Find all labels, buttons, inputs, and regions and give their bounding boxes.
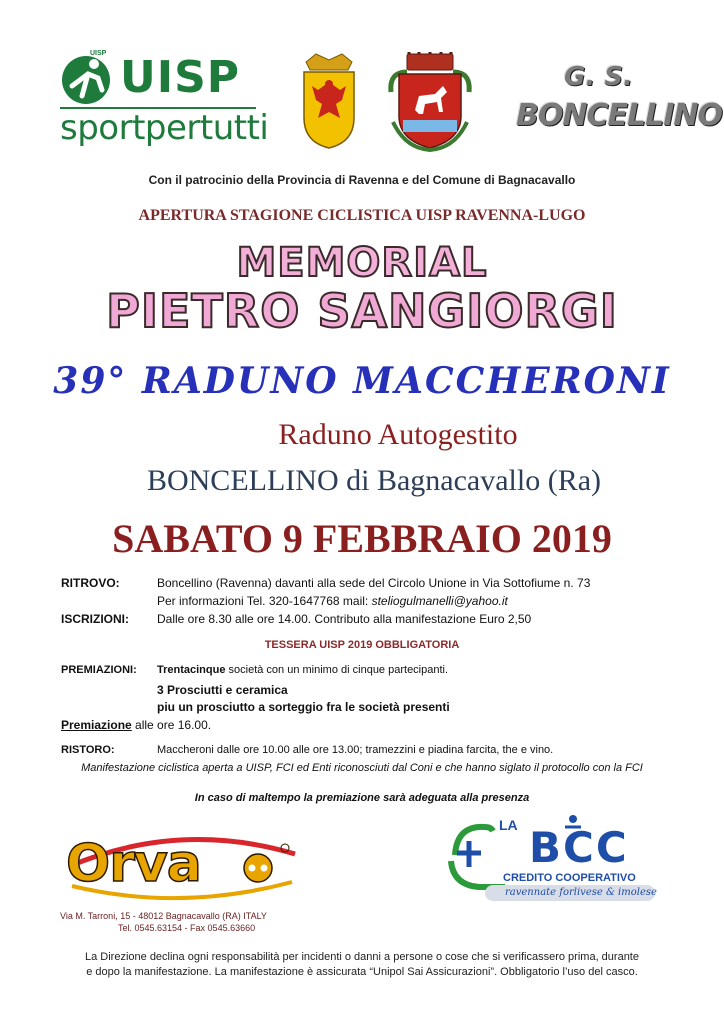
premiazione-word: Premiazione <box>61 718 132 732</box>
uisp-small-label: UISP <box>90 50 107 57</box>
premiazioni-label: PREMIAZIONI: <box>61 664 137 676</box>
bcc-logo <box>445 815 660 905</box>
uisp-runner-icon <box>58 52 118 107</box>
premiazioni-detail: società con un minimo di cinque partecipanti. <box>225 664 449 676</box>
uisp-wordmark: UISP <box>120 52 241 103</box>
province-coat-of-arms-icon <box>298 52 360 152</box>
orva-wordmark: Orva <box>66 834 201 894</box>
participation-notice: Manifestazione ciclistica aperta a UISP, FCI ed Enti riconosciuti dal Coni e che hanno siglato il protocollo con la FCI <box>81 762 643 774</box>
bcc-region-label: ravennate forlivese & imolese <box>505 887 657 898</box>
weather-notice: In caso di maltempo la premiazione sarà adeguata alla presenza <box>194 792 530 804</box>
premiazioni-text <box>157 664 448 676</box>
premiazione-time <box>61 718 211 732</box>
ritrovo-label: RITROVO: <box>61 576 120 590</box>
disclaimer-line-2: e dopo la manifestazione. La manifestazione è assicurata “Unipol Sai Assicurazioni”. Obbligatorio l’uso del casco. <box>86 966 638 978</box>
memorial-title: MEMORIAL <box>236 240 488 286</box>
bcc-wordmark: BCC <box>529 823 629 872</box>
event-location: BONCELLINO di Bagnacavallo (Ra) <box>146 464 602 497</box>
orva-logo <box>60 826 310 906</box>
raduno-title: 39° RADUNO MACCHERONI <box>53 360 671 402</box>
gs-boncellino-logo <box>512 62 722 142</box>
disclaimer <box>0 950 724 980</box>
event-date: SABATO 9 FEBBRAIO 2019 <box>112 516 612 561</box>
gs-name: BONCELLINO <box>516 98 722 133</box>
ritrovo-text: Boncellino (Ravenna) davanti alla sede del Circolo Unione in Via Sottofiume n. 73 <box>157 576 591 590</box>
iscrizioni-label: ISCRIZIONI: <box>61 612 129 626</box>
info-email-link[interactable]: steliogulmanelli@yahoo.it <box>371 594 508 608</box>
tessera-notice: TESSERA UISP 2019 OBBLIGATORIA <box>264 639 460 651</box>
patronage-text: Con il patrocinio della Provincia di Ravenna e del Comune di Bagnacavallo <box>148 173 576 187</box>
premiazione-time-text: alle ore 16.00. <box>131 718 212 732</box>
prizes-line-1: 3 Prosciutti e ceramica <box>157 683 288 697</box>
iscrizioni-text: Dalle ore 8.30 alle ore 14.00. Contributo alla manifestazione Euro 2,50 <box>157 612 532 626</box>
bcc-credito-label: CREDITO COOPERATIVO <box>503 872 636 884</box>
bcc-la-label: LA <box>499 817 518 833</box>
orva-address-line: Via M. Tarroni, 15 - 48012 Bagnacavallo (RA) ITALY <box>60 911 267 921</box>
season-opening-title: APERTURA STAGIONE CICLISTICA UISP RAVENNA-LUGO <box>138 207 586 224</box>
info-phone <box>157 594 508 608</box>
orva-address <box>60 910 267 934</box>
gs-label: G. S. <box>564 62 633 92</box>
orva-phone-line: Tel. 0545.63154 - Fax 0545.63660 <box>118 923 256 933</box>
prizes-line-2: piu un prosciutto a sorteggio fra le società presenti <box>157 700 450 714</box>
premiazioni-count: Trentacinque <box>157 664 226 676</box>
uisp-logo <box>58 50 269 160</box>
ristoro-label: RISTORO: <box>61 744 115 756</box>
disclaimer-line-1: La Direzione declina ogni responsabilità per incidenti o danni a persone o cose che si verificassero prima, durante <box>85 951 639 963</box>
municipality-coat-of-arms-icon <box>385 52 475 154</box>
info-phone-text: Per informazioni Tel. 320-1647768 mail: <box>157 594 369 608</box>
ristoro-text: Maccheroni dalle ore 10.00 alle ore 13.00; tramezzini e piadina farcita, the e vino. <box>157 744 554 756</box>
uisp-tagline: sportpertutti <box>60 108 269 148</box>
memorial-name: PIETRO SANGIORGI <box>106 284 618 338</box>
raduno-subtitle: Raduno Autogestito <box>278 418 518 451</box>
